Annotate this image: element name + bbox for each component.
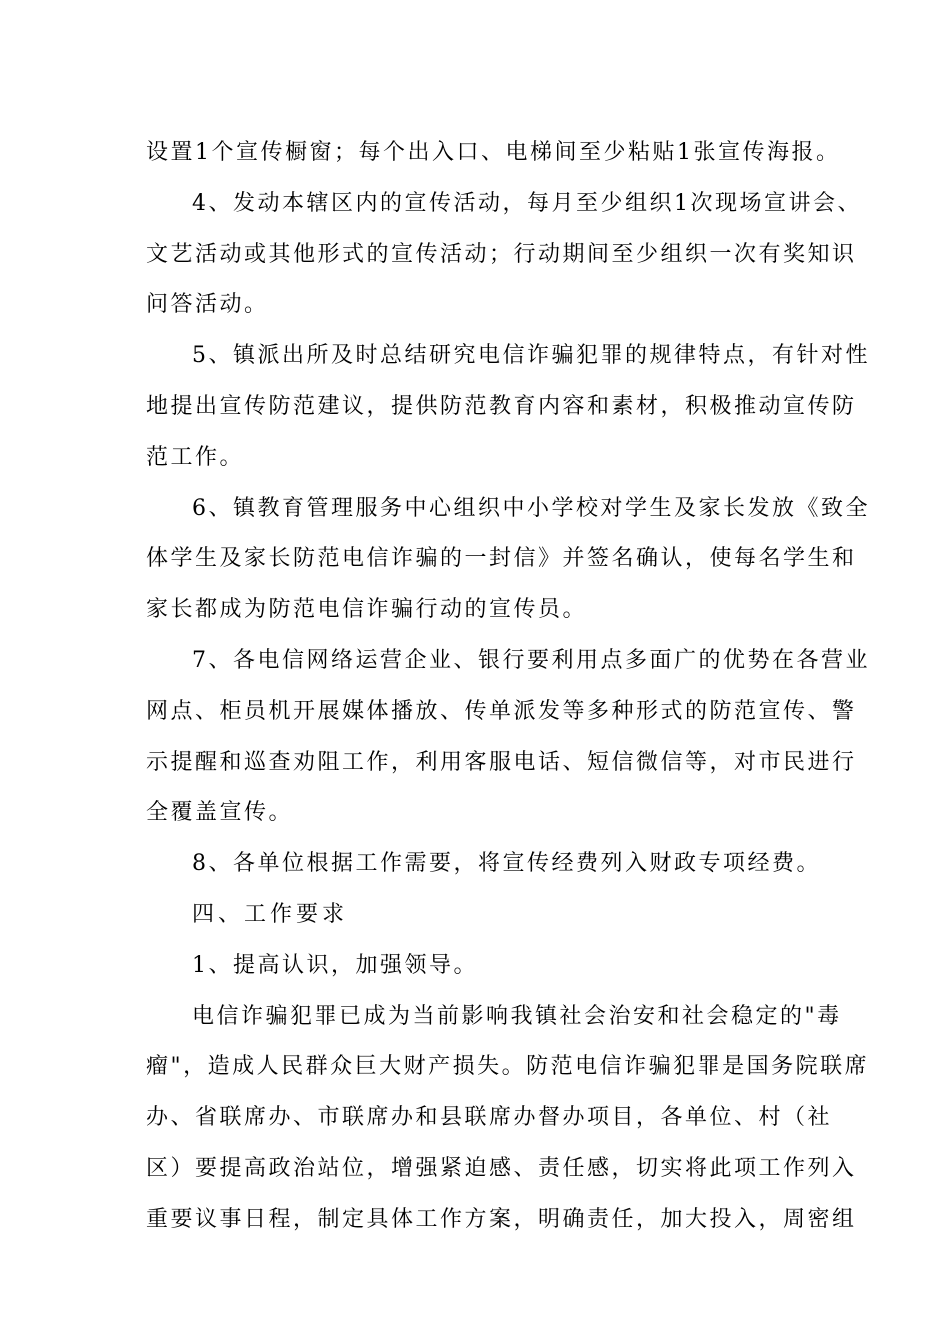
text-line: 体学生及家长防范电信诈骗的一封信》并签名确认，使每名学生和: [146, 546, 857, 572]
text-line: 全覆盖宣传。: [146, 800, 294, 826]
text-line: 范工作。: [146, 444, 245, 470]
text-line: 地提出宣传防范建议，提供防范教育内容和素材，积极推动宣传防: [146, 393, 857, 419]
text-line: 6、镇教育管理服务中心组织中小学校对学生及家长发放《致全: [192, 495, 870, 521]
text-line: 网点、柜员机开展媒体播放、传单派发等多种形式的防范宣传、警: [146, 698, 857, 724]
text-line: 示提醒和巡查劝阻工作，利用客服电话、短信微信等，对市民进行: [146, 749, 857, 775]
text-line: 家长都成为防范电信诈骗行动的宣传员。: [146, 597, 588, 623]
text-line: 办、省联席办、市联席办和县联席办督办项目，各单位、村（社: [146, 1105, 833, 1131]
text-line: 区）要提高政治站位，增强紧迫感、责任感，切实将此项工作列入: [146, 1155, 857, 1181]
text-line: 7、各电信网络运营企业、银行要利用点多面广的优势在各营业: [192, 647, 870, 673]
section-heading: 四、工作要求: [192, 901, 349, 927]
subsection-heading: 1、提高认识，加强领导。: [192, 952, 478, 978]
text-line: 电信诈骗犯罪已成为当前影响我镇社会治安和社会稳定的"毒: [192, 1003, 842, 1029]
text-line: 重要议事日程，制定具体工作方案，明确责任，加大投入，周密组: [146, 1206, 857, 1232]
document-body: [146, 128, 870, 1246]
text-line: 瘤"，造成人民群众巨大财产损失。防范电信诈骗犯罪是国务院联席: [146, 1054, 870, 1080]
text-line: 5、镇派出所及时总结研究电信诈骗犯罪的规律特点，有针对性: [192, 343, 870, 369]
text-line: 设置1个宣传橱窗；每个出入口、电梯间至少粘贴1张宣传海报。: [146, 140, 841, 165]
text-line: 文艺活动或其他形式的宣传活动；行动期间至少组织一次有奖知识: [146, 241, 857, 267]
text-line: 4、发动本辖区内的宣传活动，每月至少组织1次现场宣讲会、: [192, 190, 862, 216]
text-line: 8、各单位根据工作需要，将宣传经费列入财政专项经费。: [192, 851, 821, 877]
text-line: 问答活动。: [146, 292, 269, 318]
